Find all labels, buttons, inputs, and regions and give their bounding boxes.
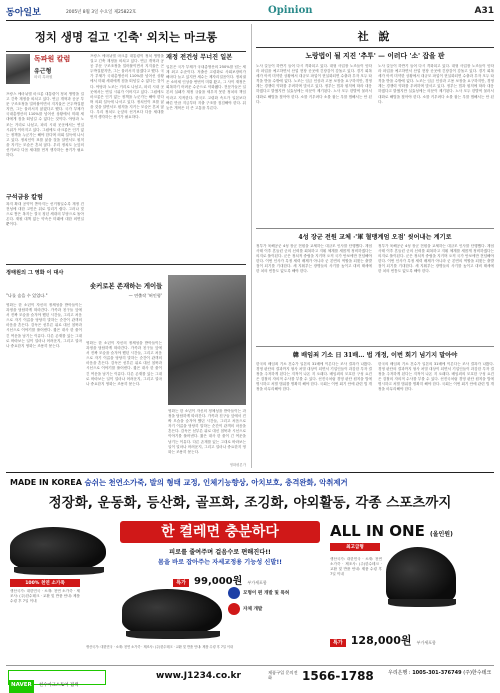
masthead [6, 4, 494, 21]
left-badge: 100% 천연 소가죽 [10, 579, 80, 587]
all-in-one-title: ALL IN ONE [330, 522, 425, 540]
editorial-headline-1: 노랑법이 될 지진 '추투' — 이러다 '소' 잡을 판 [305, 52, 445, 60]
right-price-value: 128,000원 [350, 634, 412, 647]
film-credit: 영화평론가 [229, 463, 246, 467]
phone-label: 제품구입 문의전화 [268, 670, 298, 680]
naver-search-box[interactable] [8, 670, 106, 688]
page-number: A31 [474, 6, 494, 16]
develop-badge [228, 603, 320, 615]
ad-tagline [10, 477, 490, 488]
center-shoe-sole [126, 631, 220, 639]
film-body-2: 영화는 한 소년이 자신의 정체성을 받아들이는 과정을 담담하게 따라간다. 가족과 친구들 앞에서 진짜 모습을 숨겨야 했던 시간들, 그리고 처음으로 자기 이름을 당당히 말하는 순간이 관객의 마음을 흔든다. 감독은 섣부른 위로 대신 침묵과 시선으로 이야기를 풀어낸다. 짧은 대사 한 줄이 긴 여운을 남기는 이유다. 다른 존재를 있는 그대로 바라보는 일이 얼마나 어려운지, 그리고 얼마나 중요한지 영화는 조용히 묻는다. [86, 341, 162, 386]
editorial-section [256, 24, 494, 468]
right-shoe-image [386, 547, 456, 603]
editorial-body-2-col-a: 정부가 육해공군 4성 장군 전원을 교체하는 대규모 인사를 단행했다. 계엄 사태 이후 흔들린 군의 신뢰를 회복하고 지휘 체계를 새롭게 정비하겠다는 의지로 풀이된다. 군은 정치적 중립을 지키며 오직 국가 안보에만 전념해야 한다. 이번 인사가 특정 세력 배제가 아니라 군 본연의 역할을 되찾는 출발점이 되기를 기대한다. 새 지휘부는 장병들의 사기를 높이고 대비 태세에 한 치의 빈틈도 없도록 해야 한다. [256, 244, 372, 274]
website-url[interactable]: www.J1234.co.kr [156, 671, 241, 681]
subsection-label: 구석금융 칼럼 [6, 194, 43, 201]
section-title: Opinion [268, 5, 313, 16]
editorial-body-1 [256, 64, 494, 224]
author-name: 유근형 [34, 68, 52, 75]
bank-label: 우리은행 : [388, 670, 411, 676]
editorial-label: 社 說 [357, 30, 393, 43]
quote-source: — 연출작 '허인형' [128, 293, 162, 298]
author-photo [6, 54, 30, 84]
film-quote [6, 293, 162, 299]
right-spec-text: 생산국가: 대한민국 · 소재: 천연 소가죽 · 제조사: (주)한수테크 · 교환 및 반품 안내: 제품 수령 후 7일 이내 [330, 557, 382, 577]
issue-number: 제25822호 [113, 10, 137, 15]
all-in-one-ko: (올인원) [429, 531, 453, 538]
right-shoe-sole [388, 599, 456, 607]
quote-text: "나를 숨을 수 있었다." [6, 293, 48, 298]
left-spec-text: 생산국가: 대한민국 · 소재: 천연 소가죽 · 제조사: (주)한수테크 · 교환 및 반품 안내: 제품 수령 후 7일 이내 [10, 589, 80, 604]
film-column [6, 264, 246, 469]
right-badge: 최고급형 [330, 543, 380, 551]
ad-sub1: 피로를 줄여주며 걸음수로 편해진다!! [169, 549, 271, 556]
film-column-label: 정태원의 그 영화 이 대사 [6, 270, 64, 276]
finance-headline: 재정 전건성 무너진 일본 [166, 54, 233, 61]
left-shoe-image [10, 527, 106, 571]
product-line: 정장화, 운동화, 등산화, 골프화, 조깅화, 야외활동, 각종 스포츠까지 [48, 495, 452, 511]
ad-banner: 한 켤레면 충분하다 [120, 521, 320, 543]
center-shoe-image [122, 589, 222, 635]
mid-badges [228, 587, 320, 615]
right-price-note: 부가세포함 [416, 640, 436, 645]
editorial-headline-2: 4성 장군 전원 교체 ·'軍 혈맹계엄 오점' 씻어내는 계기로 [298, 234, 452, 241]
newspaper-logo: 동아일보 [6, 8, 41, 18]
ad-sub2: 몸을 바로 잡아주는 자세교정용 기능성 신발!! [157, 559, 282, 566]
author-title: 파리 특파원 [34, 75, 53, 79]
bank-account: 1005-301-376749 [412, 670, 462, 676]
column-body: 프랑스 에마뉘엘 마크롱 대통령이 정치 생명을 걸고 긴축 재정을 외치고 있다. 연금 개혁과 공공 부문 구조조정을 밀어붙이면서 지지율은 곤두박질쳤지만, 그는 물러서지 않겠다고 했다. 국가 부채가 국내총생산의 110%를 넘어선 상황에서 미래 세대에게 짐을 떠넘길 수 없다는 것이다. 야당과 노조는 거리로 나섰고, 파리 시내 곳곳에서는 연일 시위가 이어지고 있다. 그럼에도 마크롱은 인기 없는 정책을 누군가는 해야 한다며 의회 설득에 나서고 있다. 정치인이 표를 잃을 것을 알면서도 원칙을 지키는 모습은 흔치 않다. 우리 정치도 눈앞의 선거보다 다음 세대를 먼저 생각하는 용기가 필요하다. [6, 92, 84, 158]
issue-date: 2005년 8월 3일 수요일 [66, 10, 113, 15]
film-still-photo [168, 275, 246, 405]
divider [256, 346, 494, 347]
editorial-headline-3: 韓 배임죄 기소 日 31배… 법 개정, 이번 회기 넘기지 말아야 [292, 352, 458, 359]
shoe-advertisement[interactable] [6, 472, 494, 688]
patent-text: 모형이 편 개발 및 특허 [243, 591, 290, 596]
develop-text: 자체 개발 [243, 607, 263, 612]
editorial-body-3-col-b: 한국의 배임죄 기소 건수가 일본의 31배에 이른다는 조사 결과가 나왔다. 경영 판단의 결과까지 형사 처벌 대상이 되면서 기업인들이 과감한 투자 결정을 주저하게 된다는 지적이 나온 지 오래다. 배임죄의 모호한 구성 요건은 검찰의 자의적 수사를 부를 수 있다. 선진국처럼 경영 판단 원칙을 법에 명시하고 처벌 범위를 명확히 해야 한다. 국회는 이번 회기 안에 관련 법 개정을 마무리해야 한다. [378, 362, 494, 392]
dateline [66, 9, 136, 15]
all-in-one-box [330, 521, 490, 540]
naver-search-text: 천수마크스토어 검색 [38, 683, 79, 688]
editorial-body-1-col-a: 노사 갈등이 하반기 들어 다시 격화되고 있다. 대형 사업장 노조들이 잇따라 파업을 예고하면서 산업 현장 곳곳에 긴장감이 감돌고 있다. 경기 회복세가 아직 미약한 상황에서 대규모 파업이 현실화되면 수출과 투자 모두 타격을 받을 수밖에 없다. 노조는 임금 인상과 고용 보장을 요구하지만, 경영계는 경쟁력 약화를 우려하며 맞서고 있다. 정부는 법과 원칙에 따라 대응하겠다고 밝혔지만 실효성에는 의문이 제기된다. 노사 모두 한발씩 물러서 대화로 해법을 찾아야 한다. 소를 키우려다 소를 잡는 우를 범해서는 안 된다. [256, 64, 372, 104]
right-price-label: 특가 [330, 639, 346, 647]
editorial-body-2-col-b: 정부가 육해공군 4성 장군 전원을 교체하는 대규모 인사를 단행했다. 계엄 사태 이후 흔들린 군의 신뢰를 회복하고 지휘 체계를 새롭게 정비하겠다는 의지로 풀이된다. 군은 정치적 중립을 지키며 오직 국가 안보에만 전념해야 한다. 이번 인사가 특정 세력 배제가 아니라 군 본연의 역할을 되찾는 출발점이 되기를 기대한다. 새 지휘부는 장병들의 사기를 높이고 대비 태세에 한 치의 빈틈도 없도록 해야 한다. [378, 244, 494, 274]
develop-icon [228, 603, 240, 615]
divider [256, 228, 494, 229]
center-price-box [120, 569, 320, 585]
tagline-text: 숨쉬는 천연소가죽, 발의 형태 교정, 인체기능향상, 아치보호, 충격완화, 악취제거 [84, 478, 348, 487]
bank-info [388, 669, 492, 676]
byline-block [6, 54, 84, 84]
subsection-body: 복지 확대 공약이 쏟아지는 선거철일수록 재정 건전성에 대한 고민은 뒤로 밀리기 쉽다. 그러나 빚으로 쌓은 복지는 결국 청년 세대의 부담으로 돌아온다. 재원 대책 없는 약속은 미래에 대한 외면일 뿐이다. [6, 202, 84, 227]
editorial-body-1-col-b: 노사 갈등이 하반기 들어 다시 격화되고 있다. 대형 사업장 노조들이 잇따라 파업을 예고하면서 산업 현장 곳곳에 긴장감이 감돌고 있다. 경기 회복세가 아직 미약한 상황에서 대규모 파업이 현실화되면 수출과 투자 모두 타격을 받을 수밖에 없다. 노조는 임금 인상과 고용 보장을 요구하지만, 경영계는 경쟁력 약화를 우려하며 맞서고 있다. 정부는 법과 원칙에 따라 대응하겠다고 밝혔지만 실효성에는 의문이 제기된다. 노사 모두 한발씩 물러서 대화로 해법을 찾아야 한다. 소를 키우려다 소를 잡는 우를 범해서는 안 된다. [378, 64, 494, 104]
finance-column [166, 54, 246, 260]
phone-number[interactable]: 1566-1788 [302, 669, 374, 683]
patent-badge [228, 587, 320, 599]
column-badge: 독파원 칼럼 [34, 55, 71, 63]
price-value: 99,000원 [194, 576, 243, 587]
left-shoe-sole [14, 567, 104, 575]
finance-body: 일본은 국가 부채가 국내총생산의 250%를 넘는 세계 최고 수준이다. 저출산 고령화로 사회보장비가 해마다 늘고 있지만 세수는 제자리걸음이다. 정치권은 소비세 인상을 번번이 미뤄 왔고, 그 사이 재정은 회복하기 어려운 수준으로 악화됐다. 전문가들은 일본의 실패가 재정 규율을 세우지 못한 정치의 책임이라고 지적한다. 한국도 고령화 속도가 일본보다 빠른 만큼 지금부터 지출 구조를 점검해야 한다. 뒤늦은 개혁은 더 큰 고통을 부른다. [166, 65, 246, 110]
column-divider [251, 24, 252, 468]
naver-logo: NAVER [9, 680, 34, 693]
column-body-2: 프랑스 에마뉘엘 마크롱 대통령이 정치 생명을 걸고 긴축 재정을 외치고 있다. 연금 개혁과 공공 부문 구조조정을 밀어붙이면서 지지율은 곤두박질쳤지만, 그는 물러서지 않겠다고 했다. 국가 부채가 국내총생산의 110%를 넘어선 상황에서 미래 세대에게 짐을 떠넘길 수 없다는 것이다. 야당과 노조는 거리로 나섰고, 파리 시내 곳곳에서는 연일 시위가 이어지고 있다. 그럼에도 마크롱은 인기 없는 정책을 누군가는 해야 한다며 의회 설득에 나서고 있다. 정치인이 표를 잃을 것을 알면서도 원칙을 지키는 모습은 흔치 않다. 우리 정치도 눈앞의 선거보다 다음 세대를 먼저 생각하는 용기가 필요하다. [90, 54, 164, 120]
film-body-3: 영화는 한 소년이 자신의 정체성을 받아들이는 과정을 담담하게 따라간다. 가족과 친구들 앞에서 진짜 모습을 숨겨야 했던 시간들, 그리고 처음으로 자기 이름을 당당히 말하는 순간이 관객의 마음을 흔든다. 감독은 섣부른 위로 대신 침묵과 시선으로 이야기를 풀어낸다. 짧은 대사 한 줄이 긴 여운을 남기는 이유다. 다른 존재를 있는 그대로 바라보는 일이 얼마나 어려운지, 그리고 얼마나 중요한지 영화는 조용히 묻는다. [168, 409, 246, 454]
film-headline: 숏커로본 존재하는 게이들 [90, 282, 163, 290]
column-headline: 정치 생명 걸고 '긴축' 외치는 마크롱 [34, 30, 218, 44]
divider [6, 51, 246, 52]
ad-fine-print: 생산국가: 대한민국 · 소재: 천연 소가죽 · 제조사: (주)한수테크 · 교환 및 반품 안내: 제품 수령 후 7일 이내 [86, 645, 234, 649]
bank-owner: (주)한수테크 [463, 670, 492, 676]
film-body-1: 영화는 한 소년이 자신의 정체성을 받아들이는 과정을 담담하게 따라간다. 가족과 친구들 앞에서 진짜 모습을 숨겨야 했던 시간들, 그리고 처음으로 자기 이름을 당당히 말하는 순간이 관객의 마음을 흔든다. 감독은 섣부른 위로 대신 침묵과 시선으로 이야기를 풀어낸다. 짧은 대사 한 줄이 긴 여운을 남기는 이유다. 다른 존재를 있는 그대로 바라보는 일이 얼마나 어려운지, 그리고 얼마나 중요한지 영화는 조용히 묻는다. [6, 303, 82, 348]
price-note: 부가세포함 [247, 580, 267, 585]
ad-footer [6, 665, 494, 688]
divider [256, 47, 494, 48]
made-in-korea-label: MADE IN KOREA [10, 478, 82, 487]
price-label: 특가 [173, 579, 189, 587]
editorial-body-3-col-a: 한국의 배임죄 기소 건수가 일본의 31배에 이른다는 조사 결과가 나왔다. 경영 판단의 결과까지 형사 처벌 대상이 되면서 기업인들이 과감한 투자 결정을 주저하게 된다는 지적이 나온 지 오래다. 배임죄의 모호한 구성 요건은 검찰의 자의적 수사를 부를 수 있다. 선진국처럼 경영 판단 원칙을 법에 명시하고 처벌 범위를 명확히 해야 한다. 국회는 이번 회기 안에 관련 법 개정을 마무리해야 한다. [256, 362, 372, 392]
patent-icon [228, 587, 240, 599]
